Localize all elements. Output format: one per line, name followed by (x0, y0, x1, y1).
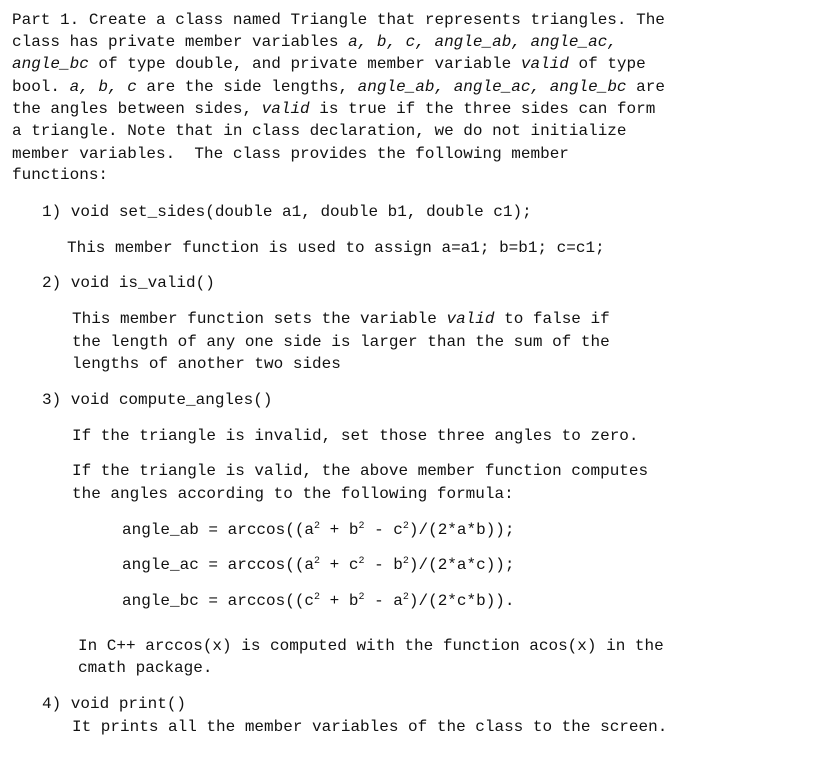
formula-angle-ac: angle_ac = $\arccos((a^2 + c^2 - b^2)/(2*a*c))$; (122, 556, 515, 574)
valid-case-text-line-1: If the triangle is valid, the above member function computes (72, 462, 649, 480)
acos-note-line-1: In C++ arccos(x) is computed with the function acos(x) in the (78, 637, 664, 655)
intro-line-7: member variables. The class provides the following member (12, 145, 569, 163)
function-4-description: It prints all the member variables of the class to the screen. (72, 718, 668, 736)
intro-line-2: class has private member variables a, b, c, angle_ab, angle_ac, (12, 33, 617, 51)
formula-angle-ab: angle_ab = $\arccos((a^2 + b^2 - c^2)/(2*a*b))$; (122, 521, 515, 539)
invalid-case-text: If the triangle is invalid, set those three angles to zero. (72, 427, 639, 445)
function-2-description-line-1: This member function sets the variable valid to false if (72, 310, 610, 328)
intro-line-1: Part 1. Create a class named Triangle that represents triangles. The (12, 11, 665, 29)
intro-line-3: angle_bc of type double, and private member variable valid of type (12, 55, 646, 73)
intro-line-8: functions: (12, 166, 109, 184)
function-3-signature: 3) void compute_angles() (42, 391, 273, 409)
function-4-signature: 4) void print() (42, 695, 187, 713)
function-2-signature: 2) void is_valid() (42, 274, 215, 292)
function-1-description: This member function is used to assign a=a1; b=b1; c=c1; (67, 239, 605, 257)
function-1-signature: 1) void set_sides(double a1, double b1, double c1); (42, 203, 532, 221)
intro-line-4: bool. a, b, c are the side lengths, angle_ab, angle_ac, angle_bc are (12, 78, 665, 96)
acos-note-line-2: cmath package. (78, 659, 213, 677)
intro-line-6: a triangle. Note that in class declaration, we do not initialize (12, 122, 627, 140)
function-2-description-line-2: the length of any one side is larger than the sum of the (72, 333, 610, 351)
function-2-description-line-3: lengths of another two sides (72, 355, 341, 373)
formula-angle-bc: angle_bc = $\arccos((c^2 + b^2 - a^2)/(2*c*b))$. (122, 592, 515, 610)
intro-line-5: the angles between sides, valid is true if the three sides can form (12, 100, 656, 118)
valid-case-text-line-2: the angles according to the following formula: (72, 485, 514, 503)
member-var-list: a, b, c, angle_ab, angle_ac, (348, 33, 617, 51)
